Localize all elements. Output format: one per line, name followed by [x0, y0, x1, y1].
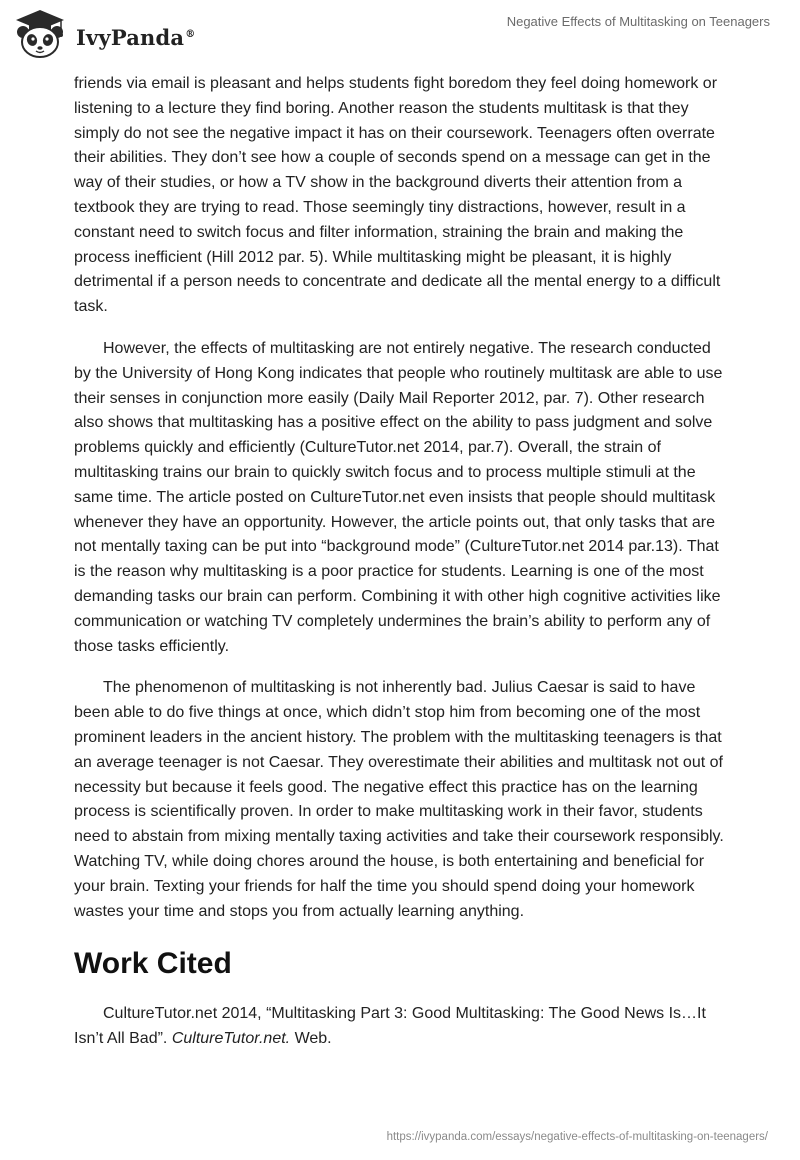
citation-text: CultureTutor.net 2014, “Multitasking Part 3: Good Multitasking: The Good News Is…It Isn’t All Bad”.	[74, 1005, 706, 1048]
paragraph: However, the effects of multitasking are not entirely negative. The research conducted by the University of Hong Kong indicates that people who routinely multitask are able to use their senses in conjunction more easily (Daily Mail Reporter 2012, par. 7). Other research also shows that multitasking has a positive effect on the ability to pass judgment and solve problems quickly and efficiently (CultureTutor.net 2014, par.7). Overall, the strain of multitasking trains our brain to quickly switch focus and to process multiple stimuli at the same time. The article posted on CultureTutor.net even insists that people should multitask whenever they have an opportunity. However, the article points out, that only tasks that are not mentally taxing can be put into “background mode” (CultureTutor.net 2014 par.13). That is the reason why multitasking is a poor practice for students. Learning is one of the most demanding tasks our brain can perform. Combining it with other high cognitive activities like communication or watching TV completely undermines the brain’s ability to perform any of those tasks efficiently.	[74, 339, 723, 655]
document-title: Negative Effects of Multitasking on Teenagers	[506, 14, 770, 29]
paragraph: The phenomenon of multitasking is not inherently bad. Julius Caesar is said to have been able to do five things at once, which didn’t stop him from becoming one of the most prominent leaders in the ancient history. The problem with the multitasking teenagers is that an average teenager is not Caesar. They overestimate their abilities and multitask not out of necessity but because it feels good. The negative effect this practice has on the learning process is scientifically proven. In order to make multitasking work in their favor, students need to abstain from mixing mentally taxing activities and take their coursework responsibly. Watching TV, while doing chores around the house, is both entertaining and beneficial for your brain. Texting your friends for half the time you should spend doing your homework wastes your time and stops you from actually learning anything.	[74, 679, 724, 920]
essay-body	[74, 72, 724, 1069]
panda-graduate-icon	[12, 8, 68, 60]
brand-name: IvyPanda®	[76, 24, 196, 50]
citation-source: CultureTutor.net.	[171, 1030, 291, 1048]
works-cited-heading: Work Cited	[74, 947, 232, 981]
page-header	[0, 0, 800, 70]
ivypanda-logo[interactable]	[12, 8, 195, 60]
registered-mark: ®	[185, 28, 196, 40]
source-url[interactable]: https://ivypanda.com/essays/negative-effects-of-multitasking-on-teenagers/	[386, 1131, 768, 1143]
paragraph: friends via email is pleasant and helps students fight boredom they feel doing homework or listening to a lecture they find boring. Another reason the students multitask is that they simply do not see the negative impact it has on their coursework. Teenagers often overrate their abilities. They don’t see how a couple of seconds spend on a message can get in the way of their studies, or how a TV show in the background diverts their attention from a textbook they are trying to read. Those seemingly tiny distractions, however, result in a constant need to switch focus and filter information, straining the brain and making the process inefficient (Hill 2012 par. 5). While multitasking might be pleasant, it is highly detrimental if a person needs to concentrate and dedicate all the mental energy to a difficult task.	[74, 75, 721, 316]
citation-medium: Web.	[294, 1030, 332, 1048]
citation-entry	[74, 1002, 724, 1052]
